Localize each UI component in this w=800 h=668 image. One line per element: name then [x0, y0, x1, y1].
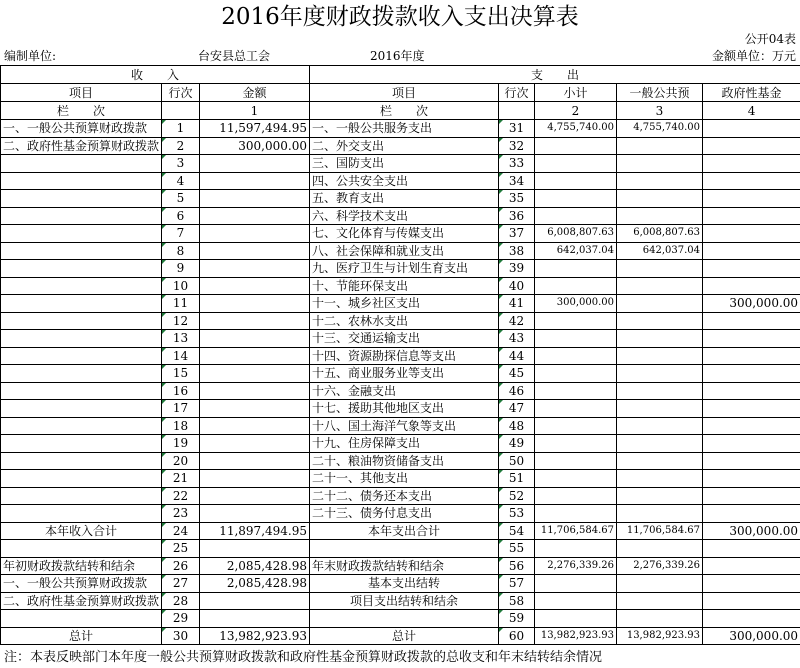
income-item-cell	[1, 225, 162, 243]
subtotal-cell	[535, 610, 617, 628]
general-budget-cell: 11,706,584.67	[617, 522, 703, 540]
income-rowno-cell: 10	[162, 277, 200, 295]
col-1: 1	[200, 102, 310, 120]
subtotal-cell	[535, 155, 617, 173]
expense-item-cell: 二十二、债务还本支出	[310, 487, 499, 505]
table-row	[1, 137, 800, 155]
expense-item-cell: 五、教育支出	[310, 190, 499, 208]
income-rowno-cell: 26	[162, 557, 200, 575]
col-3: 3	[617, 102, 703, 120]
gov-fund-cell	[703, 312, 800, 330]
table-row	[1, 575, 800, 593]
table-row	[1, 522, 800, 540]
expense-rowno-cell: 55	[499, 540, 535, 558]
expense-item-cell: 四、公共安全支出	[310, 172, 499, 190]
expense-item-cell: 年末财政拨款结转和结余	[310, 557, 499, 575]
income-rowno-cell: 7	[162, 225, 200, 243]
table-row	[1, 417, 800, 435]
table-row	[1, 277, 800, 295]
table-row	[1, 592, 800, 610]
subtotal-cell	[535, 382, 617, 400]
income-amount-cell	[200, 487, 310, 505]
table-row	[1, 312, 800, 330]
gov-fund-cell	[703, 365, 800, 383]
expense-rowno-cell: 52	[499, 487, 535, 505]
general-budget-cell	[617, 347, 703, 365]
income-amount-cell: 2,085,428.98	[200, 575, 310, 593]
subtotal-cell: 6,008,807.63	[535, 225, 617, 243]
table-row	[1, 365, 800, 383]
expense-item-cell: 十三、交通运输支出	[310, 330, 499, 348]
subtotal-cell	[535, 575, 617, 593]
expense-item-cell: 六、科学技术支出	[310, 207, 499, 225]
income-rowno-cell: 22	[162, 487, 200, 505]
table-row	[1, 470, 800, 488]
income-rowno-cell: 5	[162, 190, 200, 208]
income-item-cell	[1, 400, 162, 418]
expense-rowno-cell: 36	[499, 207, 535, 225]
expense-item-cell: 十七、援助其他地区支出	[310, 400, 499, 418]
income-amount-cell	[200, 347, 310, 365]
unit-name: 台安县总工会	[198, 49, 271, 63]
subtotal-cell	[535, 487, 617, 505]
expense-rowno-cell: 53	[499, 505, 535, 523]
general-budget-header: 一般公共预	[617, 84, 703, 102]
expense-rowno-cell: 46	[499, 382, 535, 400]
expense-rowno-cell: 57	[499, 575, 535, 593]
table-row	[1, 347, 800, 365]
table-row	[1, 400, 800, 418]
expense-rowno-cell: 45	[499, 365, 535, 383]
footnote: 注：本表反映部门本年度一般公共预算财政拨款和政府性基金预算财政拨款的总收支和年末结转结余情况	[4, 650, 603, 665]
income-rowno-cell: 18	[162, 417, 200, 435]
income-amount-cell	[200, 330, 310, 348]
income-item-cell: 一、一般公共预算财政拨款	[1, 575, 162, 593]
income-rowno-cell: 2	[162, 137, 200, 155]
expense-rowno-cell: 54	[499, 522, 535, 540]
gov-fund-cell	[703, 207, 800, 225]
gov-fund-cell	[703, 435, 800, 453]
income-item-cell	[1, 260, 162, 278]
subtotal-cell: 300,000.00	[535, 295, 617, 313]
income-rowno-cell: 1	[162, 120, 200, 138]
income-amount-cell: 2,085,428.98	[200, 557, 310, 575]
expense-rowno-cell: 59	[499, 610, 535, 628]
general-budget-cell: 642,037.04	[617, 242, 703, 260]
expense-item-cell: 项目支出结转和结余	[310, 592, 499, 610]
income-amount-cell	[200, 610, 310, 628]
income-amount-cell	[200, 277, 310, 295]
income-amount-cell	[200, 172, 310, 190]
income-amount-cell	[200, 435, 310, 453]
expense-rowno-cell: 34	[499, 172, 535, 190]
table-row	[1, 382, 800, 400]
income-item-cell: 年初财政拨款结转和结余	[1, 557, 162, 575]
expense-item-cell: 十二、农林水支出	[310, 312, 499, 330]
table-row	[1, 155, 800, 173]
expense-item-cell	[310, 540, 499, 558]
income-amount-cell: 300,000.00	[200, 137, 310, 155]
income-amount-cell	[200, 540, 310, 558]
table-row	[1, 505, 800, 523]
general-budget-cell	[617, 540, 703, 558]
col-4: 4	[703, 102, 800, 120]
income-item-cell: 总计	[1, 627, 162, 645]
expense-item-cell: 本年支出合计	[310, 522, 499, 540]
expense-header: 支 出	[310, 66, 800, 84]
subtotal-cell	[535, 592, 617, 610]
income-item-cell	[1, 277, 162, 295]
income-amount-cell	[200, 190, 310, 208]
income-rowno-cell: 17	[162, 400, 200, 418]
general-budget-cell	[617, 190, 703, 208]
income-amount-cell	[200, 400, 310, 418]
general-budget-cell	[617, 172, 703, 190]
expense-item-cell: 九、医疗卫生与计划生育支出	[310, 260, 499, 278]
table-row	[1, 260, 800, 278]
general-budget-cell	[617, 470, 703, 488]
expense-item-cell: 三、国防支出	[310, 155, 499, 173]
gov-fund-cell	[703, 277, 800, 295]
expense-item-cell: 七、文化体育与传媒支出	[310, 225, 499, 243]
expense-rowno-cell: 37	[499, 225, 535, 243]
income-amount-cell: 11,597,494.95	[200, 120, 310, 138]
gov-fund-cell	[703, 610, 800, 628]
expense-rowno-cell: 60	[499, 627, 535, 645]
ex-rowno-header: 行次	[499, 84, 535, 102]
expense-rowno-cell: 43	[499, 330, 535, 348]
general-budget-cell: 4,755,740.00	[617, 120, 703, 138]
gov-fund-cell	[703, 242, 800, 260]
income-item-cell	[1, 330, 162, 348]
gov-fund-cell	[703, 190, 800, 208]
gov-fund-cell	[703, 120, 800, 138]
table-row	[1, 242, 800, 260]
income-item-cell	[1, 172, 162, 190]
income-rowno-cell: 28	[162, 592, 200, 610]
table-row	[1, 557, 800, 575]
income-amount-cell	[200, 382, 310, 400]
gov-fund-cell	[703, 487, 800, 505]
expense-rowno-cell: 49	[499, 435, 535, 453]
income-rowno-cell: 4	[162, 172, 200, 190]
income-rowno-cell: 29	[162, 610, 200, 628]
general-budget-cell	[617, 417, 703, 435]
gov-fund-cell	[703, 330, 800, 348]
income-item-cell	[1, 540, 162, 558]
gov-fund-cell	[703, 225, 800, 243]
expense-item-cell: 十六、金融支出	[310, 382, 499, 400]
general-budget-cell	[617, 487, 703, 505]
income-rowno-cell: 19	[162, 435, 200, 453]
general-budget-cell	[617, 277, 703, 295]
header-row-lanci	[1, 102, 800, 120]
expense-rowno-cell: 50	[499, 452, 535, 470]
income-item-cell	[1, 312, 162, 330]
expense-rowno-cell: 40	[499, 277, 535, 295]
expense-rowno-cell: 48	[499, 417, 535, 435]
gov-fund-cell: 300,000.00	[703, 522, 800, 540]
table-row	[1, 295, 800, 313]
general-budget-cell: 13,982,923.93	[617, 627, 703, 645]
income-amount-cell	[200, 260, 310, 278]
general-budget-cell	[617, 610, 703, 628]
gov-fund-cell	[703, 172, 800, 190]
expense-item-cell: 基本支出结转	[310, 575, 499, 593]
table-row	[1, 487, 800, 505]
general-budget-cell	[617, 505, 703, 523]
header-row-section	[1, 66, 800, 84]
subtotal-cell	[535, 190, 617, 208]
subtotal-cell	[535, 365, 617, 383]
subtotal-cell	[535, 137, 617, 155]
subtotal-header: 小计	[535, 84, 617, 102]
report-year: 2016年度	[370, 49, 425, 63]
subtotal-cell: 13,982,923.93	[535, 627, 617, 645]
table-row	[1, 610, 800, 628]
general-budget-cell	[617, 400, 703, 418]
income-rowno-cell: 12	[162, 312, 200, 330]
income-rowno-cell: 25	[162, 540, 200, 558]
expense-rowno-cell: 42	[499, 312, 535, 330]
income-item-cell	[1, 207, 162, 225]
gov-fund-cell	[703, 382, 800, 400]
income-item-cell: 二、政府性基金预算财政拨款	[1, 137, 162, 155]
subtotal-cell	[535, 435, 617, 453]
general-budget-cell	[617, 365, 703, 383]
income-rowno-cell: 6	[162, 207, 200, 225]
general-budget-cell	[617, 137, 703, 155]
expense-item-cell: 二、外交支出	[310, 137, 499, 155]
income-amount-cell	[200, 592, 310, 610]
expense-rowno-cell: 32	[499, 137, 535, 155]
income-item-cell	[1, 505, 162, 523]
income-item-cell	[1, 487, 162, 505]
income-rowno-cell: 8	[162, 242, 200, 260]
income-item-cell	[1, 417, 162, 435]
expense-item-cell	[310, 610, 499, 628]
gov-fund-cell	[703, 400, 800, 418]
general-budget-cell: 6,008,807.63	[617, 225, 703, 243]
subtotal-cell: 642,037.04	[535, 242, 617, 260]
expense-item-cell: 一、一般公共服务支出	[310, 120, 499, 138]
in-lanci: 栏 次	[1, 102, 162, 120]
expense-rowno-cell: 39	[499, 260, 535, 278]
table-row	[1, 207, 800, 225]
expense-rowno-cell: 31	[499, 120, 535, 138]
gov-fund-cell	[703, 505, 800, 523]
in-item-header: 项目	[1, 84, 162, 102]
income-item-cell	[1, 242, 162, 260]
expense-item-cell: 十四、资源勘探信息等支出	[310, 347, 499, 365]
page-title: 2016年度财政拨款收入支出决算表	[221, 4, 579, 30]
gov-fund-cell	[703, 260, 800, 278]
income-rowno-cell: 13	[162, 330, 200, 348]
income-item-cell: 一、一般公共预算财政拨款	[1, 120, 162, 138]
budget-table	[0, 65, 800, 645]
subtotal-cell	[535, 172, 617, 190]
expense-rowno-cell: 56	[499, 557, 535, 575]
income-rowno-cell: 14	[162, 347, 200, 365]
general-budget-cell	[617, 207, 703, 225]
income-amount-cell	[200, 207, 310, 225]
income-item-cell: 本年收入合计	[1, 522, 162, 540]
income-rowno-cell: 3	[162, 155, 200, 173]
income-item-cell	[1, 155, 162, 173]
income-amount-cell	[200, 312, 310, 330]
general-budget-cell	[617, 382, 703, 400]
expense-rowno-cell: 58	[499, 592, 535, 610]
table-row	[1, 120, 800, 138]
general-budget-cell	[617, 330, 703, 348]
income-amount-cell	[200, 470, 310, 488]
general-budget-cell	[617, 312, 703, 330]
income-header: 收 入	[1, 66, 310, 84]
unit-label: 编制单位:	[4, 49, 57, 63]
expense-rowno-cell: 44	[499, 347, 535, 365]
gov-fund-cell	[703, 417, 800, 435]
ex-item-header: 项目	[310, 84, 499, 102]
form-code: 公开04表	[744, 32, 796, 46]
in-amount-header: 金额	[200, 84, 310, 102]
gov-fund-cell	[703, 155, 800, 173]
expense-item-cell: 十五、商业服务业等支出	[310, 365, 499, 383]
gov-fund-cell	[703, 557, 800, 575]
gov-fund-cell	[703, 592, 800, 610]
subtotal-cell	[535, 260, 617, 278]
gov-fund-cell	[703, 347, 800, 365]
income-amount-cell	[200, 365, 310, 383]
income-item-cell	[1, 470, 162, 488]
expense-item-cell: 二十、粮油物资储备支出	[310, 452, 499, 470]
subtotal-cell	[535, 277, 617, 295]
income-amount-cell	[200, 295, 310, 313]
subtotal-cell: 2,276,339.26	[535, 557, 617, 575]
general-budget-cell	[617, 260, 703, 278]
gov-fund-cell	[703, 470, 800, 488]
expense-item-cell: 二十三、债务付息支出	[310, 505, 499, 523]
expense-item-cell: 十九、住房保障支出	[310, 435, 499, 453]
expense-rowno-cell: 33	[499, 155, 535, 173]
gov-fund-header: 政府性基金	[703, 84, 800, 102]
general-budget-cell	[617, 435, 703, 453]
table-row	[1, 190, 800, 208]
expense-item-cell: 十一、城乡社区支出	[310, 295, 499, 313]
amount-unit: 金额单位：万元	[711, 49, 796, 63]
subtotal-cell	[535, 330, 617, 348]
expense-rowno-cell: 51	[499, 470, 535, 488]
subtotal-cell: 11,706,584.67	[535, 522, 617, 540]
ex-lanci: 栏 次	[310, 102, 499, 120]
income-amount-cell	[200, 452, 310, 470]
income-rowno-cell: 24	[162, 522, 200, 540]
income-amount-cell	[200, 242, 310, 260]
expense-item-cell: 十、节能环保支出	[310, 277, 499, 295]
table-row	[1, 225, 800, 243]
income-rowno-cell: 21	[162, 470, 200, 488]
income-amount-cell	[200, 417, 310, 435]
table-row	[1, 627, 800, 645]
subtotal-cell	[535, 470, 617, 488]
income-item-cell	[1, 190, 162, 208]
table-row	[1, 452, 800, 470]
gov-fund-cell	[703, 575, 800, 593]
income-rowno-cell: 11	[162, 295, 200, 313]
subtotal-cell: 4,755,740.00	[535, 120, 617, 138]
subtotal-cell	[535, 540, 617, 558]
table-row	[1, 540, 800, 558]
expense-rowno-cell: 41	[499, 295, 535, 313]
gov-fund-cell: 300,000.00	[703, 295, 800, 313]
table-row	[1, 435, 800, 453]
general-budget-cell	[617, 452, 703, 470]
gov-fund-cell	[703, 137, 800, 155]
gov-fund-cell: 300,000.00	[703, 627, 800, 645]
income-rowno-cell: 30	[162, 627, 200, 645]
subtotal-cell	[535, 207, 617, 225]
income-amount-cell: 13,982,923.93	[200, 627, 310, 645]
income-amount-cell: 11,897,494.95	[200, 522, 310, 540]
subtotal-cell	[535, 417, 617, 435]
income-rowno-cell: 23	[162, 505, 200, 523]
expense-rowno-cell: 38	[499, 242, 535, 260]
subtotal-cell	[535, 400, 617, 418]
table-row	[1, 172, 800, 190]
expense-item-cell: 二十一、其他支出	[310, 470, 499, 488]
in-rowno-header: 行次	[162, 84, 200, 102]
expense-rowno-cell: 47	[499, 400, 535, 418]
gov-fund-cell	[703, 540, 800, 558]
income-item-cell	[1, 435, 162, 453]
general-budget-cell	[617, 592, 703, 610]
general-budget-cell: 2,276,339.26	[617, 557, 703, 575]
income-rowno-cell: 15	[162, 365, 200, 383]
subtotal-cell	[535, 312, 617, 330]
income-item-cell	[1, 610, 162, 628]
expense-item-cell: 八、社会保障和就业支出	[310, 242, 499, 260]
table-row	[1, 330, 800, 348]
income-amount-cell	[200, 155, 310, 173]
subtotal-cell	[535, 452, 617, 470]
expense-item-cell: 十八、国土海洋气象等支出	[310, 417, 499, 435]
income-item-cell: 二、政府性基金预算财政拨款	[1, 592, 162, 610]
income-rowno-cell: 27	[162, 575, 200, 593]
income-item-cell	[1, 347, 162, 365]
income-item-cell	[1, 382, 162, 400]
income-rowno-cell: 20	[162, 452, 200, 470]
gov-fund-cell	[703, 452, 800, 470]
subtotal-cell	[535, 347, 617, 365]
income-item-cell	[1, 365, 162, 383]
expense-rowno-cell: 35	[499, 190, 535, 208]
subtotal-cell	[535, 505, 617, 523]
header-row-columns	[1, 84, 800, 102]
income-amount-cell	[200, 505, 310, 523]
income-rowno-cell: 16	[162, 382, 200, 400]
income-item-cell	[1, 452, 162, 470]
income-item-cell	[1, 295, 162, 313]
income-amount-cell	[200, 225, 310, 243]
general-budget-cell	[617, 295, 703, 313]
col-2: 2	[535, 102, 617, 120]
general-budget-cell	[617, 155, 703, 173]
general-budget-cell	[617, 575, 703, 593]
expense-item-cell: 总计	[310, 627, 499, 645]
income-rowno-cell: 9	[162, 260, 200, 278]
